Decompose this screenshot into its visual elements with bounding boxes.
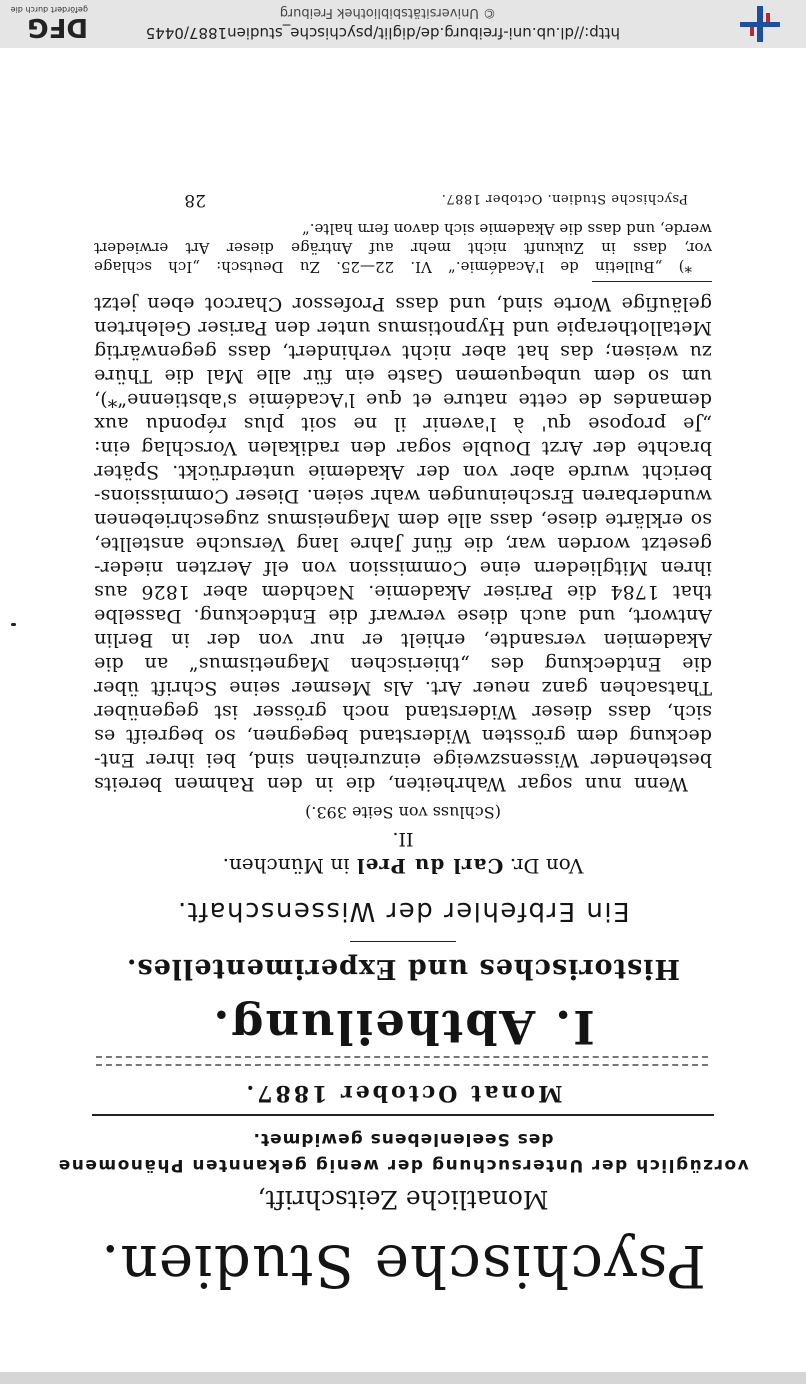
body-line: um so dem unbequemen Gaste ein für alle Mal die Thüre	[94, 365, 712, 387]
footnote-line: vor, dass in Zukunft nicht mehr auf Anträge dieser Art erwiedert	[94, 239, 712, 257]
byline	[0, 854, 806, 878]
body-line: brachte der Arzt Double sogar den radikalen Vorschlag ein:	[94, 437, 712, 459]
body-line: geläufige Worte sind, und dass Professor Charcot eben jetzt	[94, 293, 712, 315]
body-line: Metallotherapie und Hypnotismus unter den Pariser Gelehrten	[94, 317, 712, 339]
copyright-notice: © Universitätsbibliothek Freiburg	[279, 5, 496, 20]
body-line: that 1784 die Pariser Akademie. Nachdem aber 1826 aus	[94, 581, 712, 603]
continuation-note: (Schluss von Seite 393.)	[305, 803, 501, 822]
dedication-line-2: des Seelenlebens gewidmet.	[252, 1129, 554, 1149]
author-name: Carl du Prel	[356, 854, 504, 878]
body-line: die Entdeckung des „thierischen Magnetismus“ an die	[94, 653, 712, 675]
page-number: 28	[184, 190, 206, 210]
scanned-page	[0, 48, 806, 1372]
body-line: Thatsachen ganz neuer Art. Als Mesmer seine Schrift über	[94, 677, 712, 699]
scan-speck	[11, 623, 16, 626]
byline-prefix: Von Dr.	[509, 854, 584, 878]
byline-suffix: in München.	[222, 854, 350, 878]
journal-title: Psychische Studien.	[100, 1232, 706, 1300]
dfg-logo-text: DFG	[27, 12, 88, 42]
footnote-rule	[592, 281, 712, 282]
body-line: Wenn nun sogar Wahrheiten, die in den Rahmen bereits	[94, 773, 688, 795]
ornament-rule	[96, 1064, 708, 1066]
ornament-rule-2	[96, 1056, 708, 1058]
body-line: wunderbaren Erscheinungen wahr seien. Dieser Commissions-	[94, 485, 712, 507]
body-line: „Je propose qu' à l'avenir il ne soit plus répondu aux	[94, 413, 712, 435]
viewer-footer	[0, 1372, 806, 1384]
body-line: Akademien versandte, erhielt er nur von der in Berlin	[94, 629, 712, 651]
section-subheading: Historisches und Experimentelles.	[125, 953, 681, 984]
section-rule	[350, 941, 456, 942]
body-line: bericht wurde aber von der Akademie unterdrückt. Später	[94, 461, 712, 483]
running-footer: Psychische Studien. October 1887.	[441, 191, 688, 206]
dfg-logo-subtitle: gefördert durch die	[10, 5, 88, 14]
ub-freiburg-logo-icon[interactable]	[740, 6, 780, 42]
issue-date: Monat October 1887.	[243, 1080, 563, 1106]
dedication-line-1: vorzüglich der Untersuchung der wenig gekannten Phänomene	[57, 1155, 749, 1175]
footnote-line: werde, und dass die Akademie sich davon fern halte.“	[302, 220, 712, 238]
header-rule	[92, 1114, 714, 1116]
body-line: deckung dem grössten Widerstand begegnen, so begreift es	[94, 725, 712, 747]
body-line: sich, dass dieser Widerstand noch grösser ist gegenüber	[94, 701, 712, 723]
body-line: Antwort, und auch diese verwarf die Entdeckung. Dasselbe	[94, 605, 712, 627]
body-line: gesetzt worden war, die fünf Jahre lang Versuche anstellte,	[94, 533, 712, 555]
footnote-line: *) „Bulletin de l'Académie.“ VI. 22—25. Zu Deutsch: „Ich schlage	[94, 258, 692, 276]
part-numeral: II.	[392, 828, 414, 850]
section-heading: I. Abtheilung.	[211, 1000, 595, 1054]
journal-subtitle: Monatliche Zeitschrift,	[257, 1185, 549, 1214]
viewer-header	[0, 0, 806, 48]
body-line: demandes de cette nature et que l'Académie s'abstienne“*),	[94, 389, 712, 411]
body-line: zu weisen; das hat aber nicht verhindert, dass gegenwärtig	[94, 341, 712, 363]
dfg-logo[interactable]	[0, 0, 88, 48]
body-line: ihren Mitgliedern eine Commission von elf Aerzten nieder-	[94, 557, 712, 579]
body-line: so erklärte diese, dass alle dem Magneismus zugeschriebenen	[94, 509, 712, 531]
viewer-url[interactable]: http://dl.ub.uni-freiburg.de/diglit/psychische_studien1887/0445	[145, 24, 620, 42]
body-line: bestehender Wissenszweige einzureihen sind, bei ihrer Ent-	[94, 749, 712, 771]
article-title: Ein Erbfehler der Wissenschaft.	[176, 896, 630, 926]
